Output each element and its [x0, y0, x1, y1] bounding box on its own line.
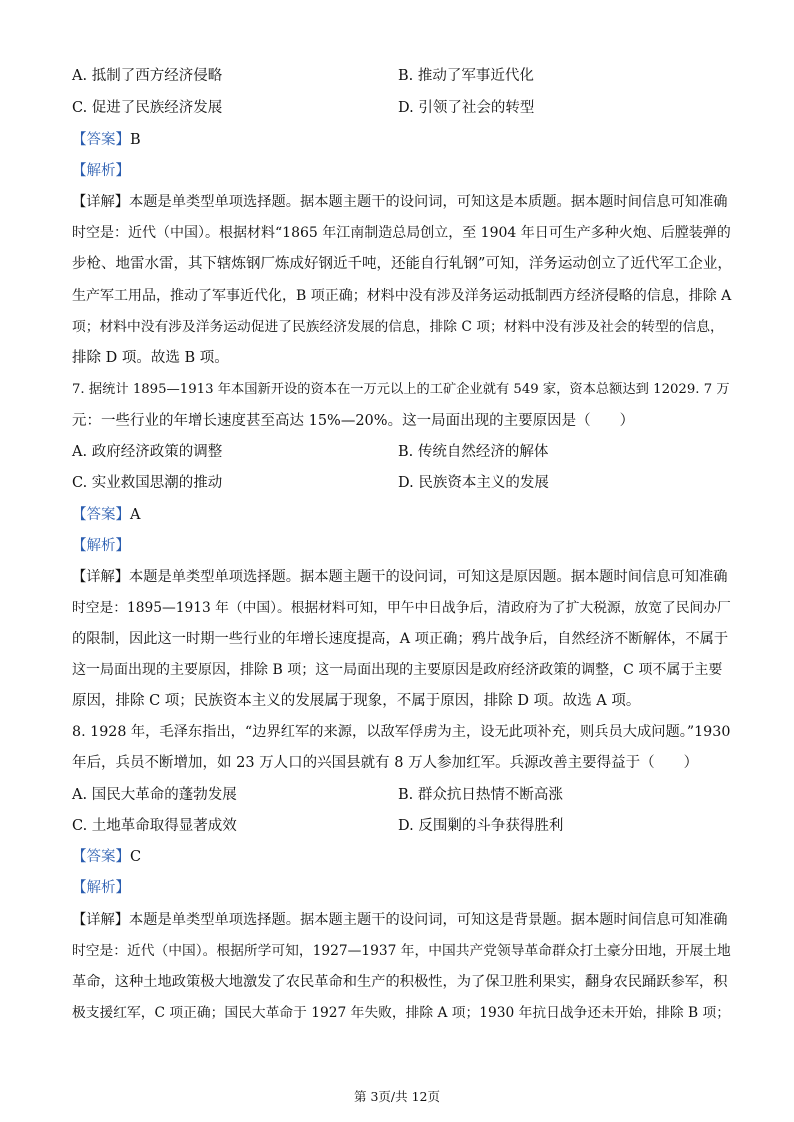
- q6-detail-line: 步枪、地雷水雷，其下辖炼钢厂炼成好钢近千吨，还能自行轧钢”可知，洋务运动创立了近代军工企业，: [72, 256, 732, 272]
- q7-detail-line: 【详解】本题是单类型单项选择题。据本题主题干的设问词，可知这是原因题。据本题时间信息可知准确: [72, 569, 728, 585]
- q8-answer: [72, 847, 732, 867]
- q7-answer: [72, 505, 732, 525]
- q6-answer: [72, 130, 732, 150]
- q7-stem-line: 7. 据统计 1895—1913 年本国新开设的资本在一万元以上的工矿企业就有 549 家，资本总额达到 12029. 7 万: [72, 382, 730, 397]
- q6-option-a: A. 抵制了西方经济侵略: [72, 68, 223, 84]
- q8-detail-line: 革命，这种土地政策极大地激发了农民革命和生产的积极性，为了保卫胜利果实，翻身农民踊跃参军，积: [72, 974, 728, 990]
- page-footer: 第 3页/共 12页: [353, 1089, 441, 1104]
- q6-detail-line: 项；材料中没有涉及洋务运动促进了民族经济发展的信息，排除 C 项；材料中没有涉及社会的转型的信息，: [72, 319, 724, 335]
- q6-answer-label: 【答案】: [72, 132, 130, 148]
- q6-option-c: C. 促进了民族经济发展: [72, 100, 223, 116]
- q7-answer-label: 【答案】: [72, 507, 130, 523]
- q6-option-d: D. 引领了社会的转型: [398, 100, 535, 116]
- q6-detail-line: 生产军工用品，推动了军事近代化，B 项正确；材料中没有涉及洋务运动抵制西方经济侵略的信息，排除 A: [72, 288, 732, 304]
- q6-detail-line: 时空是：近代（中国）。根据材料“1865 年江南制造总局创立，至 1904 年日可生产多种火炮、后膛装弹的: [72, 225, 731, 241]
- q8-option-d: D. 反围剿的斗争获得胜利: [398, 818, 564, 834]
- q8-option-b: B. 群众抗日热情不断高涨: [398, 787, 563, 803]
- q6-option-b: B. 推动了军事近代化: [398, 68, 534, 84]
- q8-detail-line: 【详解】本题是单类型单项选择题。据本题主题干的设问词，可知这是背景题。据本题时间信息可知准确: [72, 912, 728, 928]
- q7-option-b: B. 传统自然经济的解体: [398, 444, 549, 460]
- q8-analysis-label: 【解析】: [72, 880, 130, 896]
- q6-detail-line: 排除 D 项。故选 B 项。: [72, 350, 229, 366]
- q6-detail-line: 【详解】本题是单类型单项选择题。据本题主题干的设问词，可知这是本质题。据本题时间信息可知准确: [72, 194, 728, 210]
- q8-answer-value: C: [130, 849, 142, 865]
- q8-detail-line: 极支援红军，C 项正确；国民大革命于 1927 年失败，排除 A 项；1930 年抗日战争还未开始，排除 B 项；: [72, 1005, 731, 1021]
- q7-analysis-label: 【解析】: [72, 538, 130, 554]
- q7-detail-line: 的限制，因此这一时期一些行业的年增长速度提高，A 项正确；鸦片战争后，自然经济不断解体，不属于: [72, 631, 729, 647]
- q7-detail-line: 这一局面出现的主要原因，排除 B 项；这一局面出现的主要原因是政府经济政策的调整，C 项不属于主要: [72, 662, 723, 678]
- q8-option-c: C. 土地革命取得显著成效: [72, 818, 237, 834]
- q7-detail-line: 时空是：1895—1913 年（中国）。根据材料可知，甲午中日战争后，清政府为了扩大税源，放宽了民间办厂: [72, 600, 731, 616]
- q7-detail-line: 原因，排除 C 项；民族资本主义的发展属于现象，不属于原因，排除 D 项。故选 A 项。: [72, 693, 641, 709]
- q7-option-c: C. 实业救国思潮的推动: [72, 475, 223, 491]
- q8-stem-line: 8. 1928 年，毛泽东指出，“边界红军的来源，以敌军俘虏为主，设无此项补充，则兵员大成问题。”1930: [72, 724, 731, 740]
- q8-detail-line: 时空是：近代（中国）。根据所学可知，1927—1937 年，中国共产党领导革命群众打土豪分田地，开展土地: [72, 943, 731, 959]
- q6-answer-value: B: [130, 132, 141, 148]
- q7-answer-value: A: [130, 507, 141, 523]
- q7-option-a: A. 政府经济政策的调整: [72, 444, 223, 460]
- q6-analysis-label: 【解析】: [72, 163, 130, 179]
- q7-option-d: D. 民族资本主义的发展: [398, 475, 549, 491]
- q8-stem-line: 年后，兵员不断增加，如 23 万人口的兴国县就有 8 万人参加红军。兵源改善主要得益于（ ）: [72, 755, 699, 771]
- q8-option-a: A. 国民大革命的蓬勃发展: [72, 787, 237, 803]
- q8-answer-label: 【答案】: [72, 849, 130, 865]
- q7-stem-line: 元：一些行业的年增长速度甚至高达 15%—20%。这一局面出现的主要原因是（ ）: [72, 413, 635, 429]
